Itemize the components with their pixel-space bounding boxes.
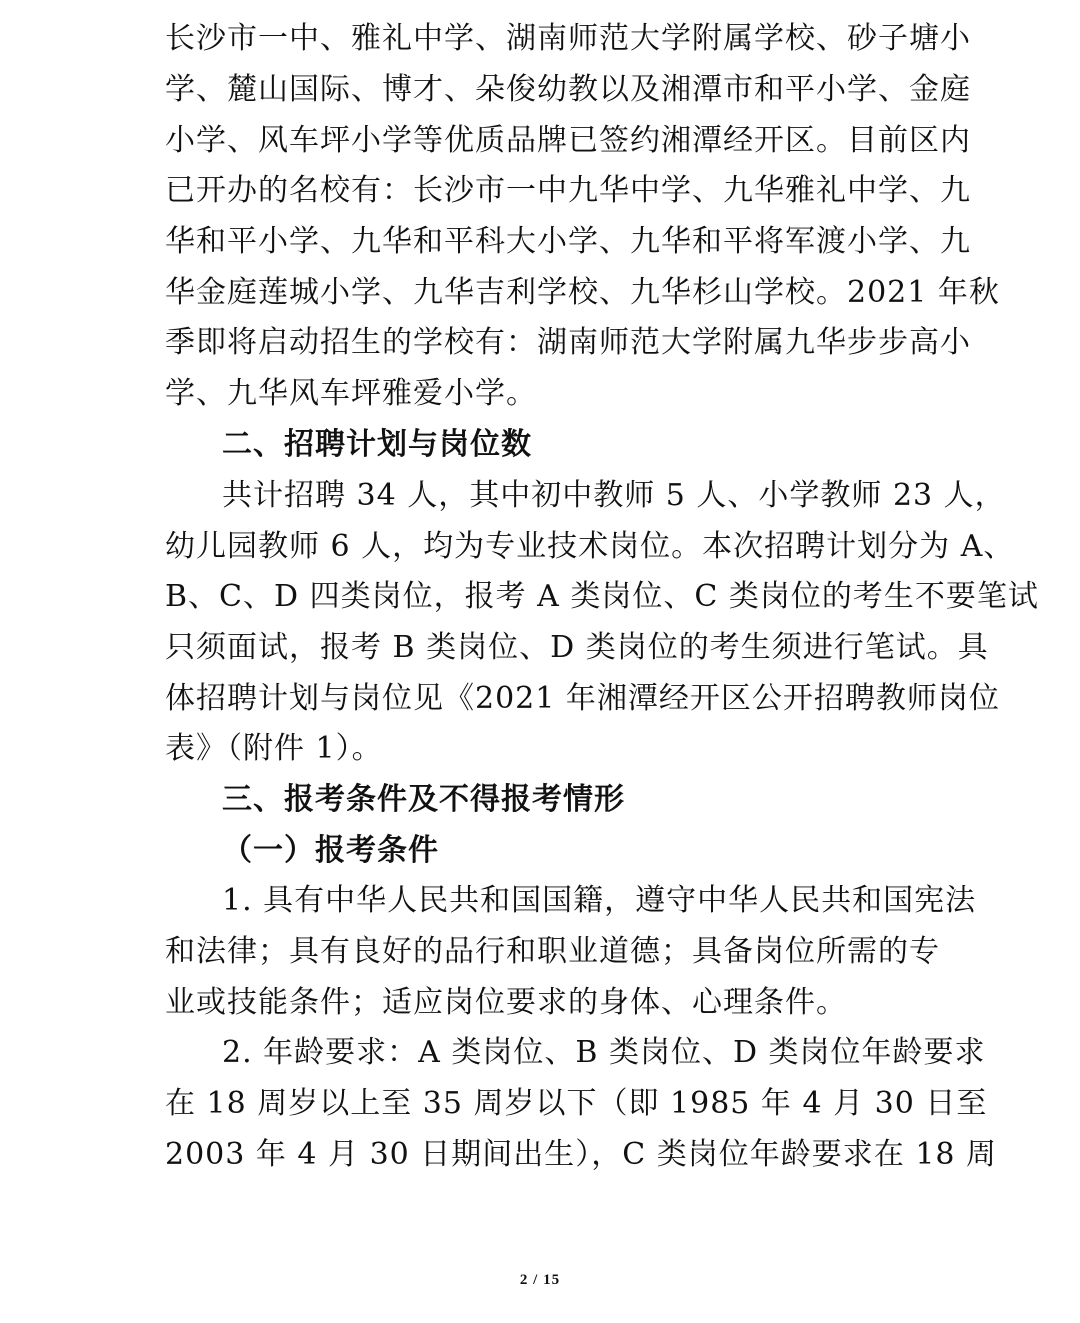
paragraph-line: 季即将启动招生的学校有：湖南师范大学附属九华步步高小 — [165, 325, 971, 360]
paragraph-line: 1. 具有中华人民共和国国籍，遵守中华人民共和国宪法 — [222, 883, 977, 918]
paragraph-line: 长沙市一中、雅礼中学、湖南师范大学附属学校、砂子塘小 — [165, 21, 971, 56]
paragraph-line: 幼儿园教师 6 人，均为专业技术岗位。本次招聘计划分为 A、 — [165, 529, 1015, 564]
section-heading-recruitment-plan: 二、招聘计划与岗位数 — [222, 427, 532, 462]
paragraph-line: 在 18 周岁以上至 35 周岁以下（即 1985 年 4 月 30 日至 — [165, 1086, 988, 1121]
subsection-heading-requirements: （一）报考条件 — [222, 833, 439, 868]
paragraph-line: 华金庭莲城小学、九华吉利学校、九华杉山学校。2021 年秋 — [165, 275, 1000, 310]
paragraph-line: 已开办的名校有：长沙市一中九华中学、九华雅礼中学、九 — [165, 173, 971, 208]
page-number: 2 / 15 — [519, 1272, 561, 1288]
paragraph-line: 2003 年 4 月 30 日期间出生），C 类岗位年龄要求在 18 周 — [165, 1137, 998, 1172]
paragraph-line: 体招聘计划与岗位见《2021 年湘潭经开区公开招聘教师岗位 — [165, 681, 1000, 716]
paragraph-line: 和法律；具有良好的品行和职业道德；具备岗位所需的专 — [165, 934, 940, 969]
paragraph-line: 表》（附件 1）。 — [165, 731, 383, 766]
paragraph-line: 2. 年龄要求：A 类岗位、B 类岗位、D 类岗位年龄要求 — [222, 1035, 986, 1070]
section-heading-requirements: 三、报考条件及不得报考情形 — [222, 782, 625, 817]
paragraph-line: 只须面试，报考 B 类岗位、D 类岗位的考生须进行笔试。具 — [165, 630, 989, 665]
paragraph-line: B、C、D 四类岗位，报考 A 类岗位、C 类岗位的考生不要笔试 — [165, 579, 1039, 614]
paragraph-line: 学、九华风车坪雅爱小学。 — [165, 376, 537, 411]
paragraph-line: 学、麓山国际、博才、朵俊幼教以及湘潭市和平小学、金庭 — [165, 72, 971, 107]
paragraph-line: 华和平小学、九华和平科大小学、九华和平将军渡小学、九 — [165, 224, 971, 259]
paragraph-line: 业或技能条件；适应岗位要求的身体、心理条件。 — [165, 985, 847, 1020]
paragraph-line: 小学、风车坪小学等优质品牌已签约湘潭经开区。目前区内 — [165, 123, 971, 158]
paragraph-line: 共计招聘 34 人，其中初中教师 5 人、小学教师 23 人， — [222, 478, 1006, 513]
